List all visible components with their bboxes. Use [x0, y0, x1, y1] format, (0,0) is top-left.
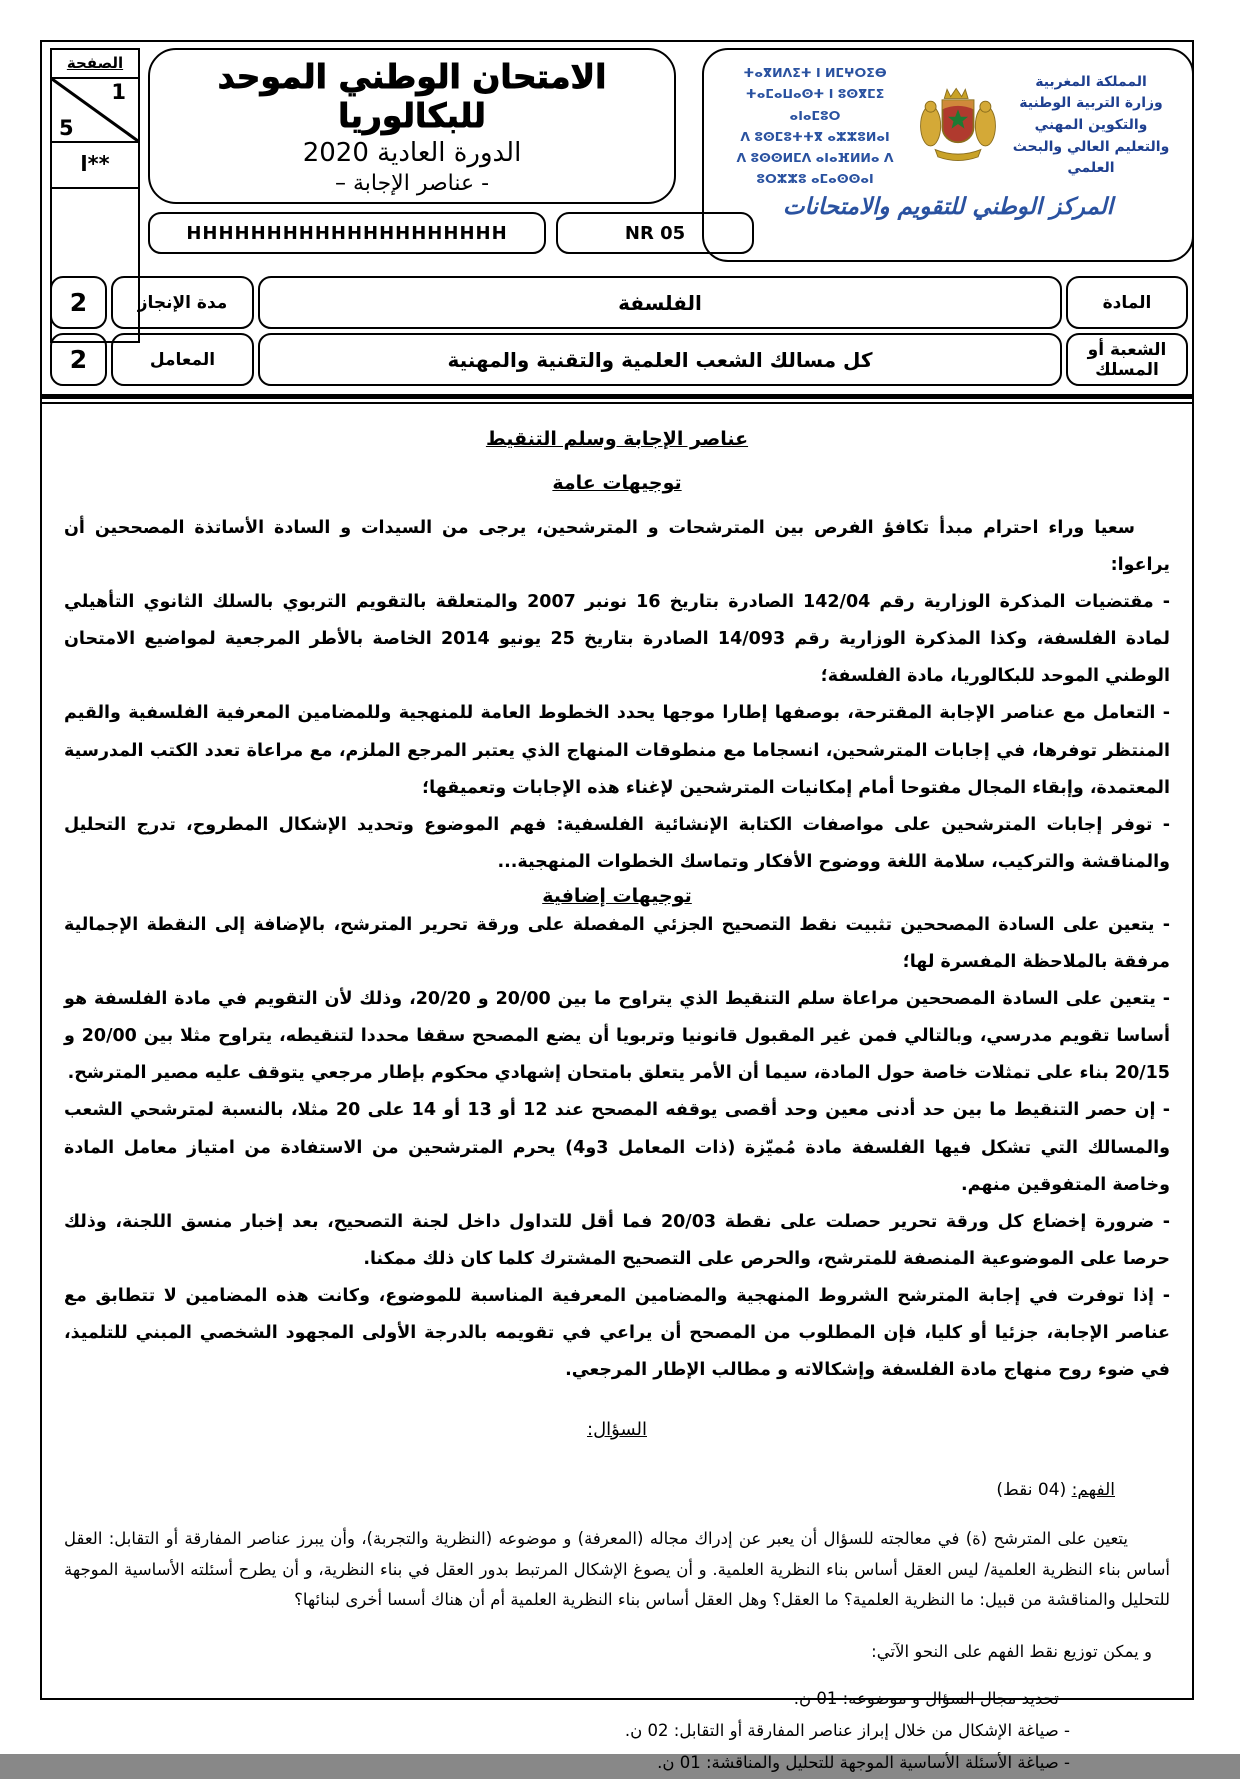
coefficient-value: 2	[50, 333, 107, 386]
additional-item-4: - ضرورة إخضاع كل ورقة تحرير حصلت على نقطة 20/03 فما أقل للتداول داخل لجنة التصحيح، بعد إخبار منسق اللجنة، وذلك حرصا على الموضوعية المنصفة للمترشح، والحرص على التصحيح المشترك كلما كان ذلك ممكنا.	[64, 1211, 1170, 1269]
exam-title-box	[148, 48, 676, 204]
distribution-list	[64, 1683, 1070, 1779]
ministry-line: المملكة المغربية	[1035, 73, 1147, 90]
duration-value: 2	[50, 276, 107, 329]
ministry-name-lines	[1006, 72, 1176, 180]
page-current: 1	[111, 80, 126, 104]
ministry-line: والتكوين المهني	[1034, 116, 1148, 133]
subject-value: الفلسفة	[258, 276, 1062, 329]
general-item-1: - مقتضيات المذكرة الوزارية رقم 142/04 الصادرة بتاريخ 16 نونبر 2007 والمتعلقة بالتقويم التربوي بالسلك الثانوي التأهيلي لمادة الفلسفة، وكذا المذكرة الوزارية رقم 14/093 الصادرة بتاريخ 25 يونيو 2014 الخاصة بالأطر المرجعية لمواضيع الامتحان الوطني الموحد للبكالوريا، مادة الفلسفة؛	[64, 592, 1170, 687]
distribution-item-3: - صياغة الأسئلة الأساسية الموجهة للتحليل والمناقشة: 01 ن.	[657, 1753, 1070, 1773]
general-item-3: - توفر إجابات المترشحين على مواصفات الكتابة الإنشائية الفلسفية: فهم الموضوع وتحديد الإشكال المطروح، تدرج التحليل والمناقشة والتركيب، سلامة اللغة ووضوح الأفكار وتماسك الخطوات المنهجية...	[64, 814, 1170, 872]
page-total: 5	[59, 116, 74, 140]
additional-item-2: - يتعين على السادة المصححين مراعاة سلم التنقيط الذي يتراوح ما بين 20/00 و 20/20، وذلك لأن التقويم في مادة الفلسفة هو أساسا تقويم مدرسي، وبالتالي فمن غير المقبول قانونيا وتربويا أن يضع المصحح سقفا محددا لتنقيطه، يتراوح مثلا بين 20/00 و 20/15 بناء على تمثلات خاصة حول المادة، سيما أن الأمر يتعلق بامتحان إشهادي محكوم بإطار مرجعي يتوقف عليه مصير المترشح.	[64, 989, 1170, 1084]
additional-guidelines-heading: توجيهات إضافية	[542, 884, 692, 907]
distribution-item-1: - تحديد مجال السؤال و موضوعه: 01 ن.	[793, 1688, 1070, 1708]
session-title: الدورة العادية 2020	[302, 137, 522, 168]
question-heading-text: السؤال:	[587, 1419, 647, 1441]
document-body	[42, 406, 1192, 1779]
tifinagh-line: ⴷ ⵓⵙⵎⵓⵜⵜⴳ ⴰⵣⵣⵓⵍⴰⵏ	[740, 128, 890, 144]
document-frame	[40, 40, 1194, 1773]
comprehension-heading	[64, 1480, 1115, 1500]
general-item-2: - التعامل مع عناصر الإجابة المقترحة، بوصفها إطارا موجها يحدد الخطوط العامة للمنهجية وللمضامين المعرفية الفلسفية والقيم المنتظر توفرها، في إجابات المترشحين، انسجاما مع منطوقات المنهاج الذي يعتبر المرجع الملزم، مع مراعاة تعدد الكتب المدرسية المعتمدة، وإبقاء المجال مفتوحا أمام إمكانيات المترشحين لإغناء هذه الإجابات وتعميقها؛	[64, 703, 1170, 798]
subject-label: المادة	[1066, 276, 1188, 329]
comprehension-paragraph: يتعين على المترشح (ة) في معالجته للسؤال أن يعبر عن إدراك مجاله (المعرفة) و موضوعه (النظرية والتجربة)، وأن يبرز عناصر المفارقة أو التقابل: العقل أساس بناء النظرية العلمية/ ليس العقل أساس بناء النظرية العلمية. و أن يصوغ الإشكال المرتبط بدور العقل في بناء النظرية، و أن يطرح أسئلته الأساسية الموجهة للتحليل والمناقشة من قبيل: ما النظرية العلمية؟ ما العقل؟ وهل العقل أساس بناء النظرية العلمية أم أن هناك أسسا أخرى لبنائها؟	[64, 1529, 1170, 1610]
header-divider	[42, 394, 1192, 404]
comprehension-points: (04 نقط)	[996, 1480, 1067, 1501]
distribution-item-2: - صياغة الإشكال من خلال إبراز عناصر المفارقة أو التقابل: 02 ن.	[624, 1720, 1070, 1740]
tifinagh-line: ⵜⴰⵎⴰⵡⴰⵙⵜ ⵏ ⵓⵙⴳⵎⵉ ⴰⵏⴰⵎⵓⵔ	[745, 86, 885, 123]
ministry-logo-box	[702, 48, 1194, 262]
additional-item-1: - يتعين على السادة المصححين تثبيت نقط التصحيح الجزئي المفصلة على ورقة تحرير المترشح، بالإضافة إلى النقطة الإجمالية مرفقة بالملاحظة المفسرة لها؛	[64, 914, 1170, 973]
masking-code: HHHHHHHHHHHHHHHHHHHH	[148, 212, 546, 254]
comprehension-label: الفهم:	[1071, 1480, 1115, 1501]
duration-label: مدة الإنجاز	[111, 276, 254, 329]
distribution-intro: و يمكن توزيع نقط الفهم على النحو الآتي:	[871, 1641, 1152, 1661]
ministry-line: وزارة التربية الوطنية	[1019, 95, 1163, 112]
additional-item-5: - إذا توفرت في إجابة المترشح الشروط المنهجية والمضامين المعرفية المناسبة للموضوع، وكانت هذه المضامين لا تتطابق مع عناصر الإجابة، جزئيا أو كليا، فإن المطلوب من المصحح أن يراعي في تقويمه بالدرجة الأولى المجهود الشخصي المبني للتلميذ، في ضوء روح منهاج مادة الفلسفة وإشكالاته و مطالب الإطار المرجعي.	[64, 1285, 1170, 1381]
tifinagh-line: ⵜⴰⴳⵍⴷⵉⵜ ⵏ ⵍⵎⵖⵔⵉⴱ	[743, 65, 887, 80]
question-heading	[64, 1419, 1170, 1440]
additional-item-3: - إن حصر التنقيط ما بين حد أدنى معين وحد أقصى يوقفه المصحح عند 12 أو 13 أو 14 على 20 مثلا، بالنسبة لمترشحي الشعب والمسالك التي تشكل فيها الفلسفة مادة مُميّزة (ذات المعامل 3و4) يحرم المترشحين من الاستفادة من امتياز معامل المادة وخاصة المتفوقين منهم.	[64, 1100, 1170, 1195]
coat-of-arms-icon	[910, 82, 1006, 170]
tifinagh-text	[720, 62, 910, 190]
tifinagh-line: ⴷ ⵓⵙⵙⵍⵎⴷ ⴰⵏⴰⴼⵍⵍⴰ ⴷ ⵓⵔⵣⵣⵓ ⴰⵎⴰⵙⵙⴰⵏ	[736, 150, 894, 187]
general-guidelines-heading: توجيهات عامة	[552, 472, 682, 494]
coefficient-label: المعامل	[111, 333, 254, 386]
page-label: الصفحة	[52, 50, 138, 79]
streams-label: الشعبة أو المسلك	[1066, 333, 1188, 386]
exam-title: الامتحان الوطني الموحد للبكالوريا	[217, 56, 607, 135]
reference-number: NR 05	[556, 212, 754, 254]
ministry-line: والتعليم العالي والبحث العلمي	[1012, 138, 1170, 177]
general-intro: سعيا وراء احترام مبدأ تكافؤ الفرص بين المترشحات و المترشحين، يرجى من السيدات و السادة الأساتذة المصححين أن يراعوا:	[64, 518, 1170, 576]
streams-value: كل مسالك الشعب العلمية والتقنية والمهنية	[258, 333, 1062, 386]
page-fraction	[52, 79, 138, 143]
exam-code: ا**	[52, 143, 138, 189]
assessment-center-name: المركز الوطني للتقويم والامتحانات	[782, 193, 1114, 220]
answer-elements-subtitle: - عناصر الإجابة –	[334, 170, 490, 196]
answer-key-heading: عناصر الإجابة وسلم التنقيط	[485, 428, 749, 450]
